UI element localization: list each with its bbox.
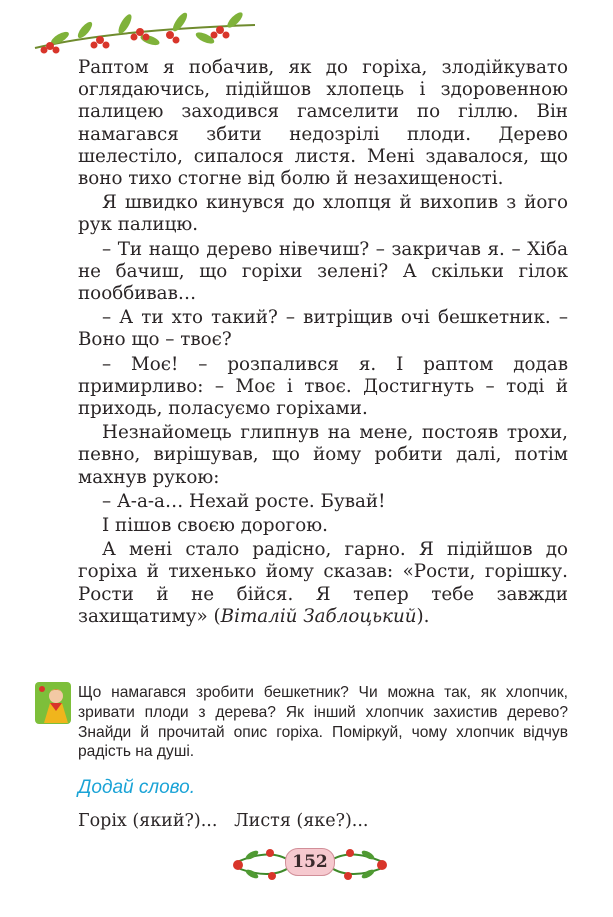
story-paragraph-3: – Ти нащо дерево нівечиш? – закричав я. – Хіба не бачиш, що горіхи зелені? А скільки гілок пооббивав… bbox=[78, 238, 568, 305]
last-paragraph-end: ). bbox=[416, 605, 430, 627]
story-paragraph-1: Раптом я побачив, як до горіха, злодійкувато оглядаючись, підійшов хлопець і здоровенною палицею заходився гамселити по гіллю. Він намагався збити недозрілі плоди. Дерево шелестіло, сипалося листя. Мені здавалося, що воно тихо стогне від болю й незахищеності. bbox=[78, 57, 568, 190]
task-title: Додай слово. bbox=[78, 777, 195, 798]
thinking-girl-icon bbox=[34, 681, 72, 725]
last-paragraph-text: А мені стало радісно, гарно. Я підійшов до горіха й тихенько йому сказав: «Рости, горішку. Рости й не бійся. Я тепер тебе завжди захищатиму» ( bbox=[78, 539, 568, 627]
page-number: 152 bbox=[285, 848, 335, 876]
story-paragraph-6: Незнайомець глипнув на мене, постояв трохи, певно, вирішував, що йому робити далі, потім махнув рукою: bbox=[78, 422, 568, 488]
story-text bbox=[78, 57, 568, 630]
story-author: Віталій Заблоцький bbox=[220, 605, 417, 627]
rowan-branch-ornament-icon bbox=[30, 10, 260, 55]
story-paragraph-5: – Моє! – розпалився я. І раптом додав примирливо: – Моє і твоє. Достигнуть – тоді й приходь, поласуємо горіхами. bbox=[78, 353, 568, 420]
questions-text: Що намагався зробити бешкетник? Чи можна так, як хлопчик, зривати плоди з дерева? Як інший хлопчик захистив дерево? Знайди й прочитай опис горіха. Поміркуй, чому хлопчик відчув радість на душі. bbox=[78, 684, 568, 761]
story-paragraph-9 bbox=[78, 539, 568, 628]
story-paragraph-8: І пішов своєю дорогою. bbox=[102, 515, 328, 537]
story-paragraph-2: Я швидко кинувся до хлопця й вихопив з його рук палицю. bbox=[78, 192, 568, 236]
story-paragraph-4: – А ти хто такий? – витріщив очі бешкетник. – Воно що – твоє? bbox=[78, 307, 568, 351]
task-text: Горіх (який?)... Листя (яке?)... bbox=[78, 811, 369, 831]
questions-block bbox=[78, 683, 568, 762]
story-paragraph-7: – А-а-а… Нехай росте. Бувай! bbox=[102, 490, 386, 512]
